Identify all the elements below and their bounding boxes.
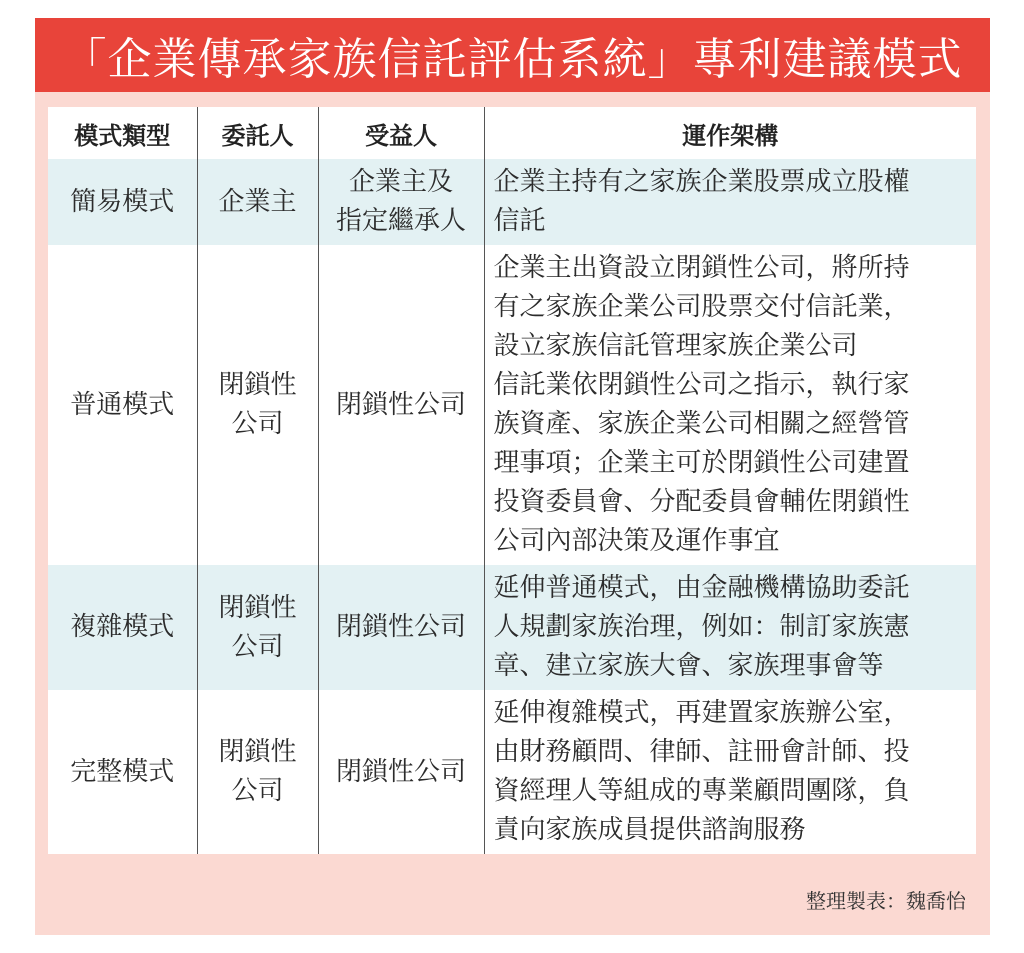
- cell-line: 理事項；企業主可於閉鎖性公司建置: [493, 448, 910, 478]
- cell-line: 企業主: [218, 186, 297, 217]
- title-bar: [35, 18, 990, 92]
- cell-line: 設立家族信託管理家族企業公司: [493, 331, 858, 361]
- table-row: [48, 565, 976, 690]
- cell-text: 複雜模式: [70, 612, 175, 642]
- page-title: 「企業傳承家族信託評估系統」專利建議模式: [62, 34, 963, 85]
- cell-line: 企業主出資設立閉鎖性公司，將所持: [493, 253, 910, 283]
- table-row: [48, 690, 976, 854]
- cell-line: 由財務顧問、律師、註冊會計師、投: [493, 737, 910, 767]
- cell-type: [48, 159, 197, 245]
- header-beneficiary: 受益人: [318, 107, 484, 159]
- table-row: [48, 245, 976, 565]
- cell-structure: [484, 245, 976, 565]
- cell-line: 指定繼承人: [335, 206, 466, 236]
- cell-type: [48, 690, 197, 854]
- cell-beneficiary: [318, 690, 484, 854]
- cell-line: 信託業依閉鎖性公司之指示，執行家: [493, 370, 910, 400]
- cell-beneficiary: [318, 245, 484, 565]
- header-settlor: 委託人: [197, 107, 318, 159]
- source-credit: 整理製表：魏喬怡: [806, 889, 966, 913]
- cell-line: 有之家族企業公司股票交付信託業，: [493, 292, 910, 322]
- trust-model-table: [48, 107, 976, 854]
- header-structure: 運作架構: [484, 107, 976, 159]
- cell-structure: [484, 565, 976, 690]
- cell-line: 資經理人等組成的專業顧問團隊，負: [493, 776, 910, 806]
- cell-type: [48, 565, 197, 690]
- cell-line: 企業主及: [348, 167, 453, 197]
- cell-line: 閉鎖性: [218, 737, 297, 767]
- cell-structure: [484, 159, 976, 245]
- cell-line: 公司: [231, 631, 284, 662]
- cell-text: 簡易模式: [70, 186, 175, 217]
- cell-beneficiary: [318, 565, 484, 690]
- cell-line: 閉鎖性公司: [335, 612, 466, 642]
- table-header-row: [48, 107, 976, 159]
- cell-beneficiary: [318, 159, 484, 245]
- cell-text: 普通模式: [70, 389, 175, 420]
- cell-settlor: [197, 690, 318, 854]
- cell-text: 完整模式: [70, 756, 175, 787]
- cell-line: 延伸複雜模式，再建置家族辦公室，: [493, 698, 910, 728]
- table-row: [48, 159, 976, 245]
- cell-line: 信託: [493, 206, 546, 236]
- cell-type: [48, 245, 197, 565]
- cell-structure: [484, 690, 976, 854]
- cell-line: 公司: [231, 409, 284, 439]
- cell-line: 閉鎖性公司: [335, 756, 466, 787]
- cell-line: 閉鎖性公司: [335, 389, 466, 420]
- cell-settlor: [197, 245, 318, 565]
- cell-line: 企業主持有之家族企業股票成立股權: [493, 167, 910, 197]
- cell-line: 投資委員會、分配委員會輔佐閉鎖性: [493, 487, 910, 517]
- cell-line: 公司: [231, 776, 284, 806]
- cell-line: 族資產、家族企業公司相關之經營管: [493, 409, 910, 439]
- cell-line: 閉鎖性: [218, 592, 297, 623]
- cell-line: 閉鎖性: [218, 370, 297, 400]
- cell-line: 章、建立家族大會、家族理事會等: [493, 651, 884, 681]
- cell-line: 責向家族成員提供諮詢服務: [493, 815, 806, 845]
- header-type: 模式類型: [48, 107, 197, 159]
- cell-line: 延伸普通模式，由金融機構協助委託: [493, 573, 910, 603]
- cell-line: 人規劃家族治理，例如：制訂家族憲: [493, 612, 910, 642]
- cell-line: 公司內部決策及運作事宜: [493, 526, 780, 556]
- cell-settlor: [197, 565, 318, 690]
- cell-settlor: [197, 159, 318, 245]
